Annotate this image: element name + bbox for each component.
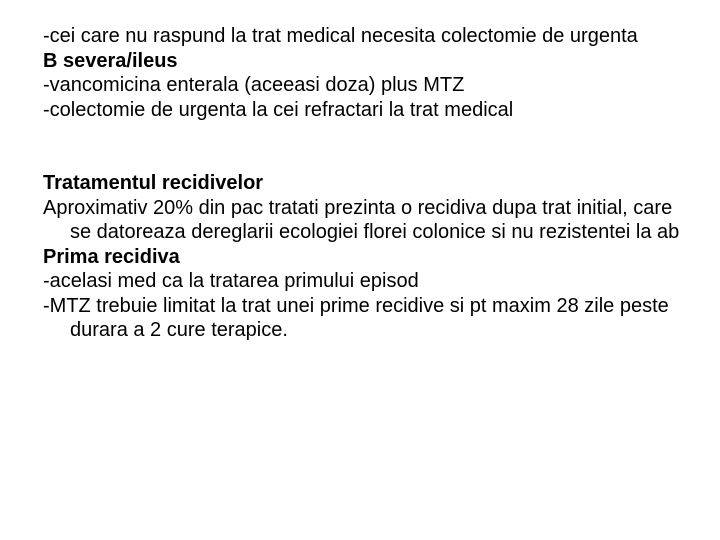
slide-body bbox=[43, 24, 693, 343]
paragraph-aproximativ: Aproximativ 20% din pac tratati prezinta o recidiva dupa trat initial, care se datoreaza dereglarii ecologiei florei colonice si nu rezistentei la ab bbox=[43, 196, 680, 243]
paragraph-acelasi-med: -acelasi med ca la tratarea primului episod bbox=[43, 270, 419, 292]
heading-severa-ileus: B severa/ileus bbox=[43, 49, 178, 72]
heading-prima-recidiva: Prima recidiva bbox=[43, 245, 180, 268]
paragraph-colectomie-refractari: -colectomie de urgenta la cei refractari la trat medical bbox=[43, 98, 514, 121]
paragraph-colectomie-urgenta: -cei care nu raspund la trat medical necesita colectomie de urgenta bbox=[43, 25, 638, 47]
paragraph-mtz-limitat: -MTZ trebuie limitat la trat unei prime recidive si pt maxim 28 zile peste durara a 2 cure terapice. bbox=[43, 294, 669, 341]
heading-tratamentul-recidivelor: Tratamentul recidivelor bbox=[43, 172, 264, 194]
blank-line bbox=[43, 122, 693, 171]
paragraph-vancomicina: -vancomicina enterala (aceeasi doza) plus MTZ bbox=[43, 74, 465, 96]
